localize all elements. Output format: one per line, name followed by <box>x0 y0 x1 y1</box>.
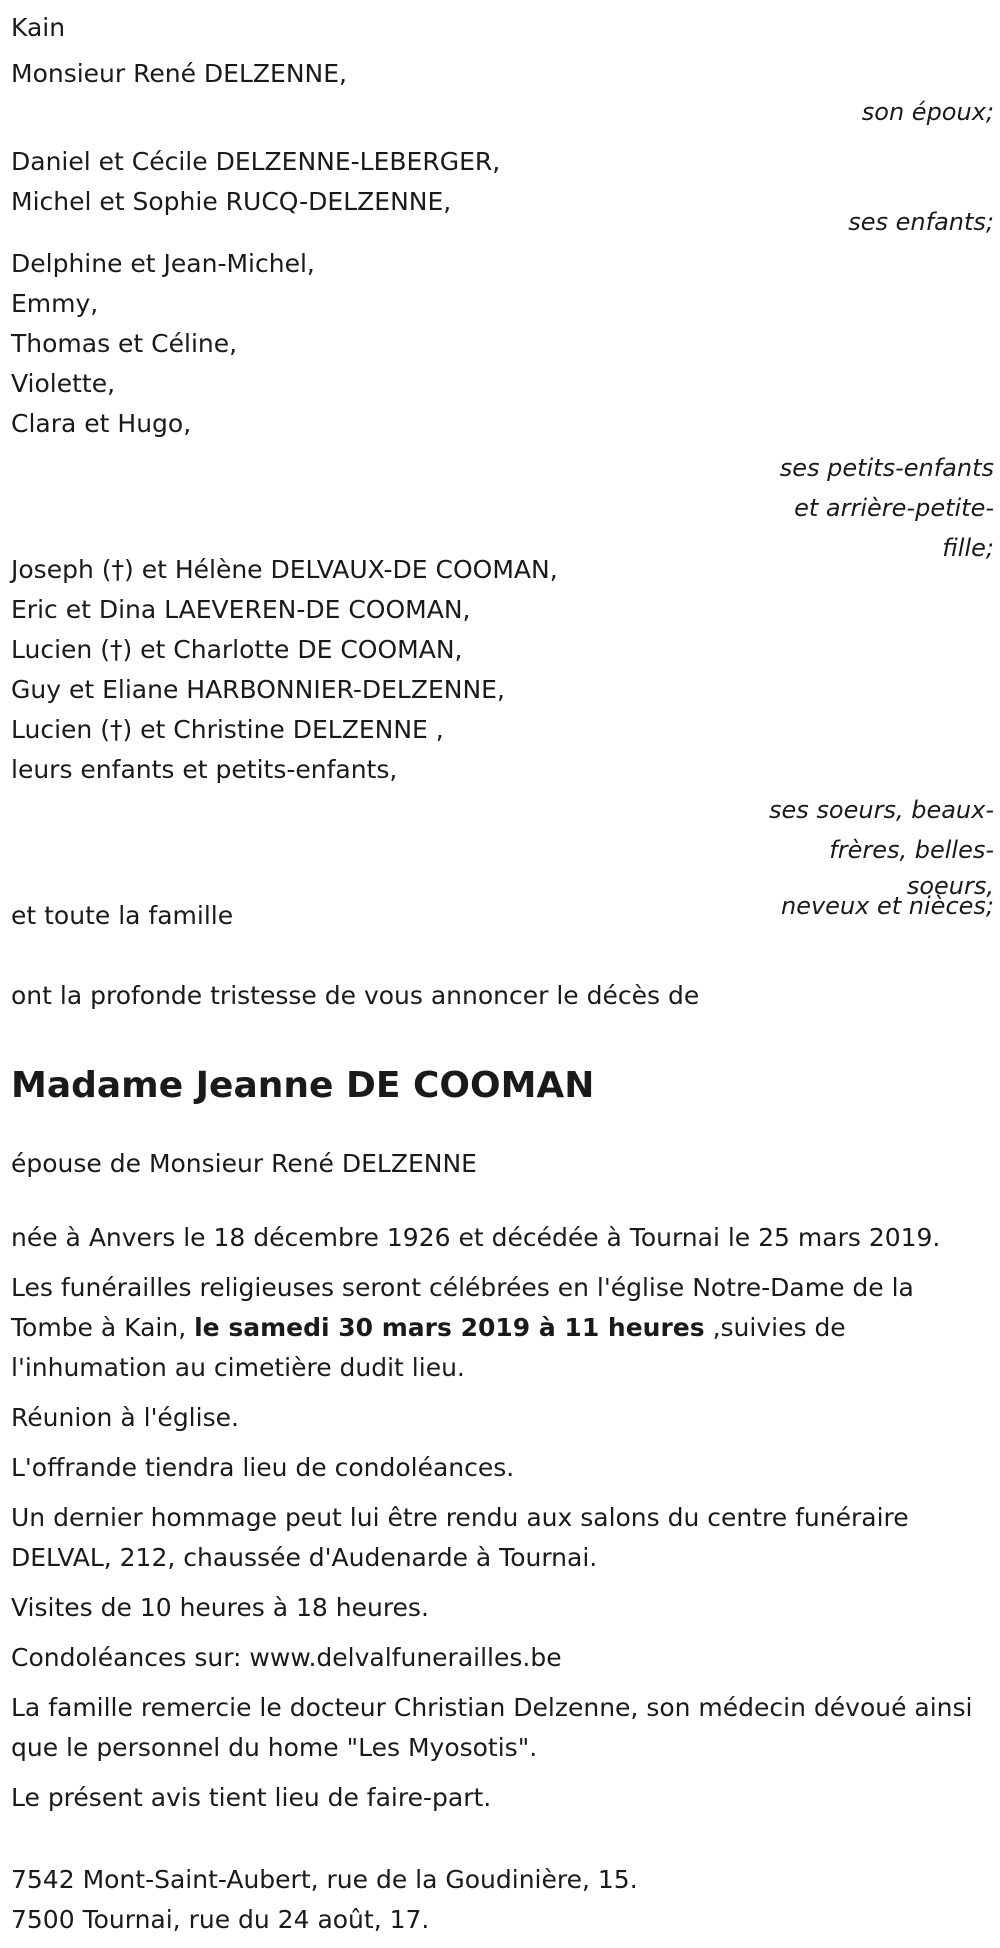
relation-label: ses petits-enfants <box>779 454 994 482</box>
funeral-date: le samedi 30 mars 2019 à 11 heures <box>194 1313 705 1342</box>
family-name: Lucien (†) et Christine DELZENNE , <box>11 715 444 744</box>
family-block-children <box>11 142 994 244</box>
relation-label: ses soeurs, beaux- <box>769 796 994 824</box>
relation-label: neveux et nièces; <box>781 892 994 920</box>
relation-label: ses enfants; <box>848 208 994 236</box>
family-name: Eric et Dina LAEVEREN-DE COOMAN, <box>11 595 471 624</box>
birth-death: née à Anvers le 18 décembre 1926 et décédée à Tournai le 25 mars 2019. <box>11 1223 941 1252</box>
condolences: Condoléances sur: www.delvalfunerailles.be <box>11 1643 562 1672</box>
relation-label: fille; <box>942 534 994 562</box>
family-block-grandchildren <box>11 244 994 562</box>
relation-label: frères, belles- <box>829 836 994 864</box>
place: Kain <box>11 13 66 42</box>
deceased-name: Madame Jeanne DE COOMAN <box>11 1065 595 1106</box>
family-block-spouse <box>11 54 994 142</box>
visits: Visites de 10 heures à 18 heures. <box>11 1593 429 1622</box>
notice: Le présent avis tient lieu de faire-part. <box>11 1783 492 1812</box>
obituary-document <box>11 8 994 1940</box>
family-name: Emmy, <box>11 289 99 318</box>
relation-label: soeurs, <box>906 872 994 900</box>
offering: L'offrande tiendra lieu de condoléances. <box>11 1453 515 1482</box>
reunion: Réunion à l'église. <box>11 1403 239 1432</box>
family-name: Joseph (†) et Hélène DELVAUX-DE COOMAN, <box>11 555 558 584</box>
family-name: Lucien (†) et Charlotte DE COOMAN, <box>11 635 463 664</box>
family-name: Daniel et Cécile DELZENNE-LEBERGER, <box>11 147 501 176</box>
funeral-text: Les funérailles religieuses seront célébrées en l'église Notre-Dame de la Tombe à Kain, <box>11 1273 914 1342</box>
family-name: Monsieur René DELZENNE, <box>11 59 347 88</box>
family-name: Guy et Eliane HARBONNIER-DELZENNE, <box>11 675 505 704</box>
family-name: Violette, <box>11 369 116 398</box>
relation-label: et arrière-petite- <box>794 494 994 522</box>
thanks: La famille remercie le docteur Christian Delzenne, son médecin dévoué ainsi que le personnel du home "Les Myosotis". <box>11 1693 973 1762</box>
relation-label: son époux; <box>861 98 994 126</box>
family-name: Delphine et Jean-Michel, <box>11 249 315 278</box>
funeral-info <box>11 1268 986 1388</box>
homage: Un dernier hommage peut lui être rendu aux salons du centre funéraire DELVAL, 212, chaussée d'Audenarde à Tournai. <box>11 1503 909 1572</box>
address: 7542 Mont-Saint-Aubert, rue de la Goudinière, 15. <box>11 1865 638 1894</box>
family-name: leurs enfants et petits-enfants, <box>11 755 398 784</box>
funeral-text-after: ,suivies de l'inhumation au cimetière dudit lieu. <box>11 1313 846 1382</box>
spouse-line: épouse de Monsieur René DELZENNE <box>11 1149 477 1178</box>
address: 7500 Tournai, rue du 24 août, 17. <box>11 1905 430 1934</box>
whole-family: et toute la famille <box>11 901 234 930</box>
family-name: Clara et Hugo, <box>11 409 192 438</box>
family-name: Thomas et Céline, <box>11 329 238 358</box>
family-name: Michel et Sophie RUCQ-DELZENNE, <box>11 187 452 216</box>
announcement: ont la profonde tristesse de vous annoncer le décès de <box>11 981 700 1010</box>
